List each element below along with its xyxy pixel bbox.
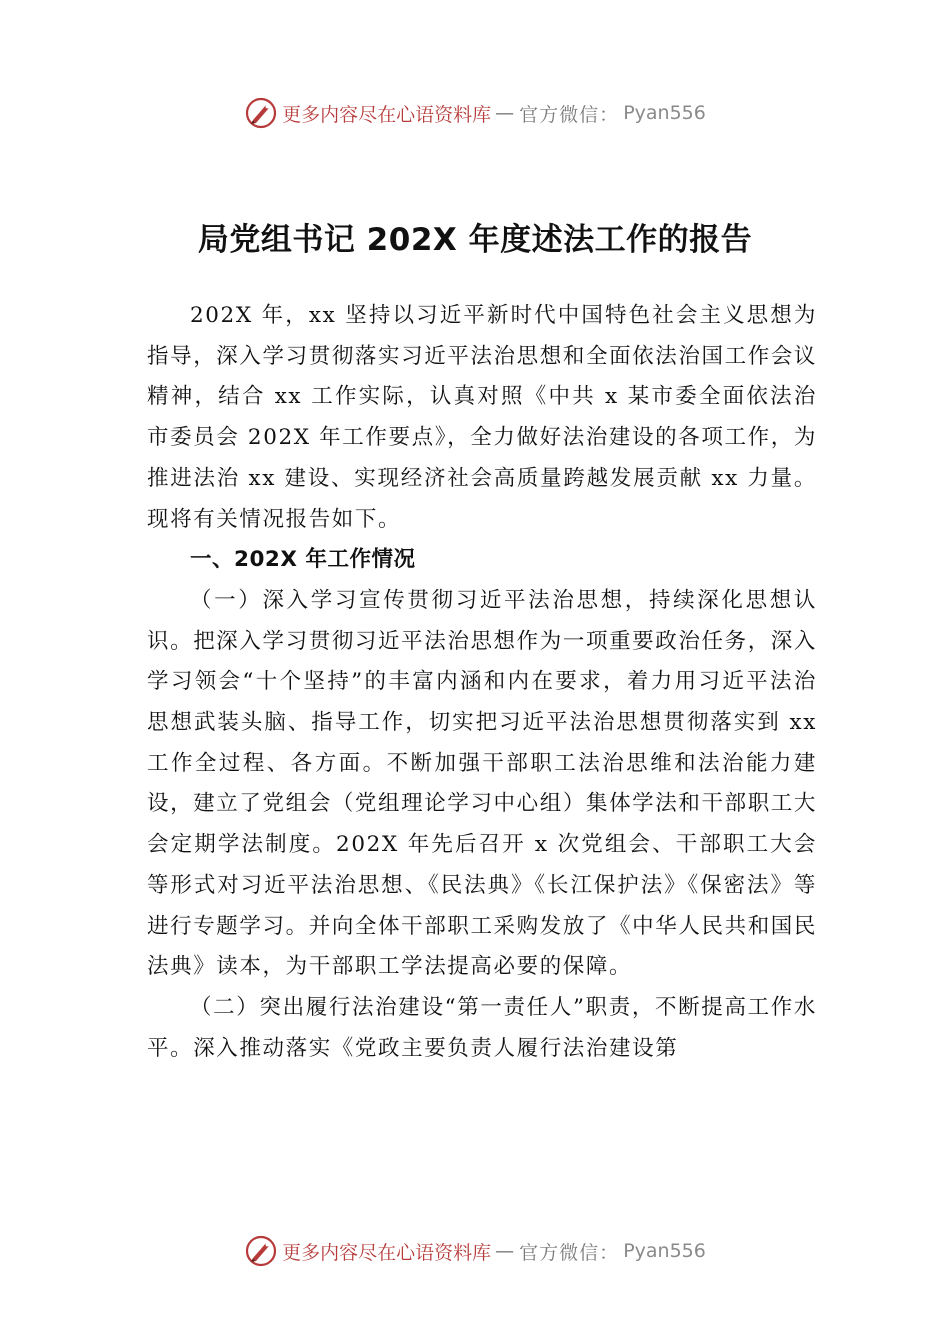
footer-watermark [0,1233,950,1269]
body-paragraph-2: （二）突出履行法治建设“第一责任人”职责，不断提高工作水平。深入推动落实《党政主要负责人履行法治建设第 [147,994,817,1061]
watermark-brand: 更多内容尽在心语资料库 [282,1241,492,1264]
body-paragraph-1: （一）深入学习宣传贯彻习近平法治思想，持续深化思想认识。把深入学习贯彻习近平法治思想作为一项重要政治任务，深入学习领会“十个坚持”的丰富内涵和内在要求，着力用习近平法治思想武装头脑、指导工作，切实把习近平法治思想贯彻落实到 xx 工作全过程、各方面。不断加强干部职工法治思维和法治能力建设，建立了党组会（党组理论学习中心组）集体学法和干部职工大会定期学法制度。202X 年先后召开 x 次党组会、干部职工大会等形式对习近平法治思想、《民法典》《长江保护法》《保密法》等进行专题学习。并向全体干部职工采购发放了《中华人民共和国民法典》读本，为干部职工学法提高必要的保障。 [147,587,817,980]
pen-logo-icon [244,1234,278,1268]
document-body [147,296,817,1069]
watermark-separator: — [495,102,516,124]
intro-paragraph: 202X 年，xx 坚持以习近平新时代中国特色社会主义思想为指导，深入学习贯彻落实习近平法治思想和全面依法治国工作会议精神，结合 xx 工作实际，认真对照《中共 x 某市委全面依法治市委员会 202X 年工作要点》，全力做好法治建设的各项工作，为推进法治 xx 建设、实现经济社会高质量跨越发展贡献 xx 力量。现将有关情况报告如下。 [147,303,817,532]
watermark-brand: 更多内容尽在心语资料库 [282,103,492,126]
section-heading: 一、202X 年工作情况 [190,547,416,573]
watermark-official-label: 官方微信： [519,1241,620,1264]
watermark-wechat-id: Pyan556 [623,1240,706,1262]
header-watermark [0,95,950,131]
watermark-separator: — [495,1240,516,1262]
document-title: 局党组书记 202X 年度述法工作的报告 [197,222,753,258]
watermark-official-label: 官方微信： [519,103,620,126]
watermark-wechat-id: Pyan556 [623,102,706,124]
pen-logo-icon [244,96,278,130]
